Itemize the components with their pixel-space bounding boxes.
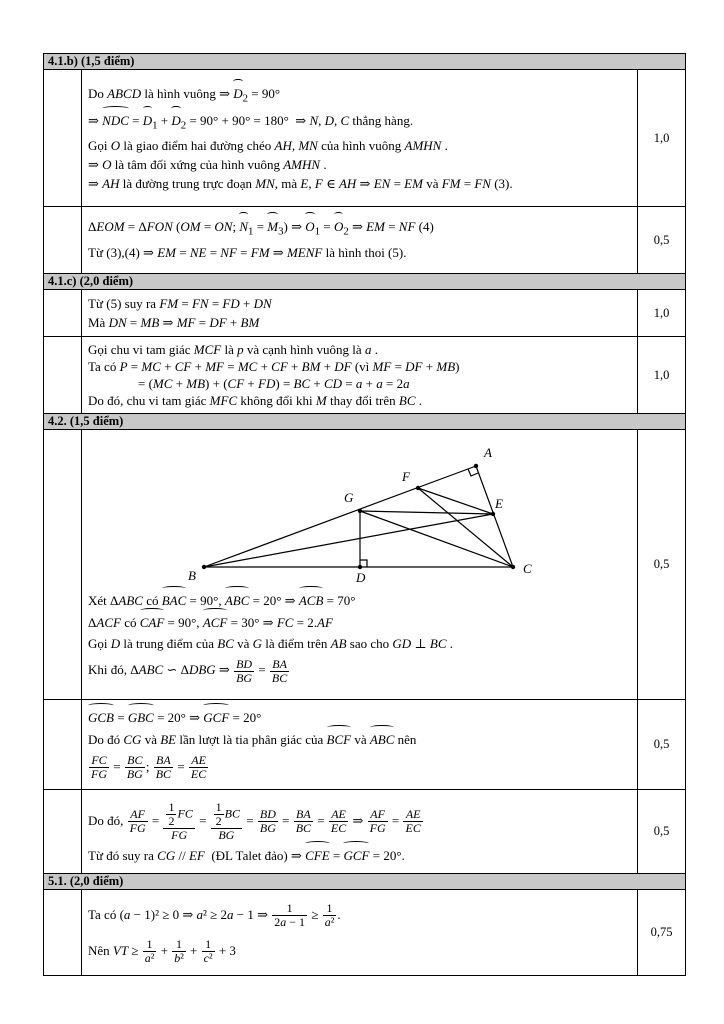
answer-table [43,53,686,976]
score-cell: 0,5 [638,207,686,274]
segment-ge [360,511,493,514]
blank-cell [44,430,82,700]
score-cell: 1,0 [638,290,686,337]
point-e [491,512,495,516]
section-header-4-1-c: 4.1.c) (2,0 điểm) [44,274,686,290]
label-g: G [344,490,354,505]
score-cell: 0,5 [638,430,686,700]
score-cell: 0,5 [638,700,686,790]
solution-cell: Ta có (a − 1)² ≥ 0 ⇒ a² ≥ 2a − 1 ⇒ $\frac{1}{2a - 1}$ ≥ $\frac{1}{\text{a²}}$ . Nên VT ≥ $\frac{1}{\text{a²}}$ + $\frac{1}{\text{b²}}$ + $\frac{1}{\text{c²}}$ + 3 [82,890,638,976]
solution-cell: ΔEOM = ΔFON (OM = ON; $N_1 = M_3$) ⇒ $O_1 = O_2$ ⇒ EM = NF (4) Từ (3),(4) ⇒ EM = NE = NF = FM ⇒ MENF là hình thoi (5). [82,207,638,274]
blank-cell [44,890,82,976]
blank-cell [44,790,82,874]
blank-cell [44,70,82,207]
point-b [202,565,206,569]
label-d: D [356,570,366,585]
blank-cell [44,700,82,790]
point-a [474,464,478,468]
section-header-5-1: 5.1. (2,0 điểm) [44,874,686,890]
right-angle-a [468,469,478,476]
label-b: B [188,568,196,583]
score-cell: 1,0 [638,337,686,414]
solution-cell: Từ (5) suy ra FM = FN = FD + DN Mà DN = MB ⇒ MF = DF + BM [82,290,638,337]
section-header-4-2: 4.2. (1,5 điểm) [44,414,686,430]
label-f: F [402,469,410,484]
solution-cell: Do ABCD là hình vuông ⇒ $D_2 = 90^\circ$ ⇒ NDC = $D_1 + D_2 = 90^\circ + 90^\circ = 180^\circ$ ⇒ N, D, C thẳng hàng. Gọi O là giao điểm hai đường chéo AH, MN của hình vuông AMHN . ⇒ O là tâm đối xứng của hình vuông AMHN . ⇒ AH là đường trung trực đoạn MN, mà E, F ∈ AH ⇒ EN = EM và FM = FN (3). [82,70,638,207]
point-f [416,486,420,490]
segment-fe [418,488,493,514]
solution-cell: GCB = GBC = 20° ⇒ GCF = 20° Do đó CG và BE lần lượt là tia phân giác của BCF và ABC nên $\frac{FC}{FG}$ = $\frac{BC}{BG}$ ; $\frac{BA}{BC}$ = $\frac{AE}{EC}$ [82,700,638,790]
blank-cell [44,337,82,414]
label-c: C [523,561,532,576]
label-a: A [484,445,492,460]
section-header-4-1-b: 4.1.b) (1,5 điểm) [44,54,686,70]
point-g [358,509,362,513]
score-cell: 0,75 [638,890,686,976]
point-c [511,565,515,569]
segment-be [204,514,493,567]
blank-cell [44,207,82,274]
score-cell: 0,5 [638,790,686,874]
score-cell: 1,0 [638,70,686,207]
label-e: E [495,496,503,511]
blank-cell [44,290,82,337]
solution-cell: Gọi chu vi tam giác MCF là p và cạnh hình vuông là a . Ta có P = MC + CF + MF = MC + CF + BM + DF (vì MF = DF + MB) = (MC + MB) + (CF + FD) = BC + CD = a + a = 2a Do đó, chu vi tam giác MFC không đổi khi M thay đổi trên BC . [82,337,638,414]
segment-ba [204,466,476,567]
solution-cell: A B C D E F G Xét ΔABC có BAC = 90°, ABC = 20° ⇒ ACB = 70° ΔACF có CAF = 90°, ACF = 30° ⇒ FC = 2.AF Gọi D là trung điểm của BC và G là điểm trên AB sao cho GD ⊥ BC . Khi đó, ΔABC ∽ ΔDBG ⇒ $\frac{BD}{BG}$ = $\frac{BA}{BC}$ [82,430,638,700]
solution-cell: Do đó, $\frac{AF}{FG}$ = $\frac{1}{2}$ FC FG = $\frac{1}{2}$ BC BG = $\frac{BD}{BG}$ = $\frac{BA}{BC}$ = $\frac{AE}{EC}$ ⇒ $\frac{AF}{FG}$ = $\frac{AE}{EC}$ Từ đó suy ra CG // EF (ĐL Talet đảo) ⇒ CFE = GCF = 20°. [82,790,638,874]
point-d [358,565,362,569]
geometry-figure [88,434,632,586]
segment-gc [360,511,513,567]
